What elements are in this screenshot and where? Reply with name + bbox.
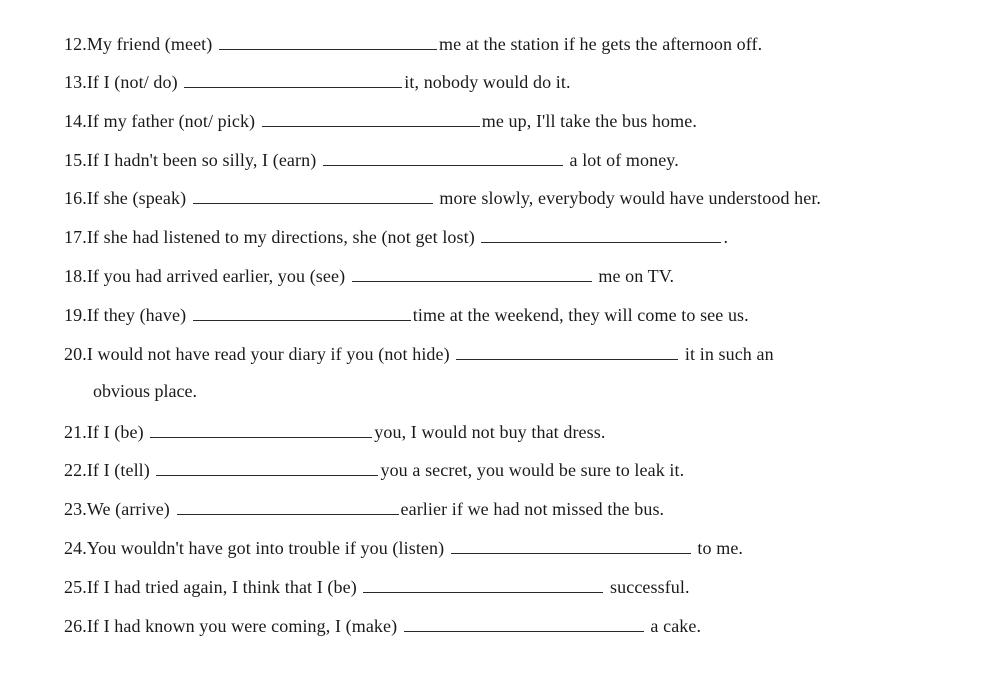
item-text-after: . bbox=[723, 227, 729, 247]
item-text-after: earlier if we had not missed the bus. bbox=[400, 499, 665, 519]
item-text-after: more slowly, everybody would have understood her. bbox=[434, 188, 822, 208]
exercise-item-20 bbox=[64, 342, 774, 365]
item-text-before: I would not have read your diary if you (not hide) bbox=[86, 344, 455, 364]
exercise-item-24 bbox=[64, 536, 743, 559]
item-text-before: If I (be) bbox=[86, 422, 149, 442]
item-text-before: If I had tried again, I think that I (be) bbox=[86, 577, 362, 597]
item-text-before: If she (speak) bbox=[86, 188, 191, 208]
exercise-item-25 bbox=[64, 575, 690, 598]
item-text-before: If I had known you were coming, I (make) bbox=[86, 616, 402, 636]
item-text-before: My friend (meet) bbox=[86, 34, 217, 54]
item-number: 24. bbox=[64, 538, 87, 558]
item-text-after: it in such an bbox=[680, 344, 774, 364]
exercise-item-18 bbox=[64, 264, 674, 287]
exercise-item-13 bbox=[64, 70, 571, 93]
answer-blank[interactable] bbox=[150, 420, 372, 438]
exercise-item-12 bbox=[64, 32, 762, 55]
item-text-before: If I (tell) bbox=[86, 460, 155, 480]
item-text-before: If my father (not/ pick) bbox=[86, 111, 260, 131]
item-text-after: successful. bbox=[605, 577, 690, 597]
exercise-item-21 bbox=[64, 420, 605, 443]
answer-blank[interactable] bbox=[404, 614, 644, 632]
exercise-item-26 bbox=[64, 614, 701, 637]
item-number: 21. bbox=[64, 422, 87, 442]
answer-blank[interactable] bbox=[352, 264, 592, 282]
item-text-after: me on TV. bbox=[593, 266, 675, 286]
item-number: 25. bbox=[64, 577, 87, 597]
item-text-after: it, nobody would do it. bbox=[404, 72, 571, 92]
item-text-after: me up, I'll take the bus home. bbox=[481, 111, 697, 131]
item-text-after: to me. bbox=[692, 538, 744, 558]
item-number: 19. bbox=[64, 305, 87, 325]
item-number: 16. bbox=[64, 188, 87, 208]
exercise-item-23 bbox=[64, 497, 664, 520]
item-text-after: time at the weekend, they will come to see us. bbox=[412, 305, 749, 325]
item-text-after: me at the station if he gets the afternoon off. bbox=[438, 34, 763, 54]
answer-blank[interactable] bbox=[323, 148, 563, 166]
item-number: 26. bbox=[64, 616, 87, 636]
item-text-before: If I (not/ do) bbox=[86, 72, 183, 92]
item-text-before: If they (have) bbox=[86, 305, 191, 325]
item-number: 23. bbox=[64, 499, 87, 519]
item-20-continuation: obvious place. bbox=[93, 381, 197, 401]
answer-blank[interactable] bbox=[193, 186, 433, 204]
answer-blank[interactable] bbox=[219, 32, 437, 50]
item-number: 17. bbox=[64, 227, 87, 247]
item-text-before: You wouldn't have got into trouble if you (listen) bbox=[86, 538, 449, 558]
answer-blank[interactable] bbox=[481, 225, 721, 243]
item-text-before: If I hadn't been so silly, I (earn) bbox=[86, 150, 321, 170]
item-text-after: a cake. bbox=[645, 616, 702, 636]
item-text-before: If you had arrived earlier, you (see) bbox=[86, 266, 350, 286]
exercise-item-22 bbox=[64, 458, 684, 481]
item-text-after: you a secret, you would be sure to leak it. bbox=[380, 460, 685, 480]
item-number: 15. bbox=[64, 150, 87, 170]
item-number: 13. bbox=[64, 72, 87, 92]
item-text-before: We (arrive) bbox=[86, 499, 175, 519]
answer-blank[interactable] bbox=[262, 109, 480, 127]
exercise-item-15 bbox=[64, 148, 679, 171]
item-number: 22. bbox=[64, 460, 87, 480]
item-number: 14. bbox=[64, 111, 87, 131]
answer-blank[interactable] bbox=[451, 536, 691, 554]
item-number: 20. bbox=[64, 344, 87, 364]
item-text-after: you, I would not buy that dress. bbox=[374, 422, 606, 442]
exercise-item-19 bbox=[64, 303, 749, 326]
answer-blank[interactable] bbox=[177, 497, 399, 515]
answer-blank[interactable] bbox=[193, 303, 411, 321]
answer-blank[interactable] bbox=[156, 458, 378, 476]
exercise-item-16 bbox=[64, 186, 821, 209]
item-text-before: If she had listened to my directions, she (not get lost) bbox=[86, 227, 480, 247]
answer-blank[interactable] bbox=[184, 70, 402, 88]
item-text-after: a lot of money. bbox=[564, 150, 679, 170]
answer-blank[interactable] bbox=[363, 575, 603, 593]
answer-blank[interactable] bbox=[456, 342, 678, 360]
item-number: 12. bbox=[64, 34, 87, 54]
item-number: 18. bbox=[64, 266, 87, 286]
exercise-item-14 bbox=[64, 109, 697, 132]
exercise-item-17 bbox=[64, 225, 728, 248]
